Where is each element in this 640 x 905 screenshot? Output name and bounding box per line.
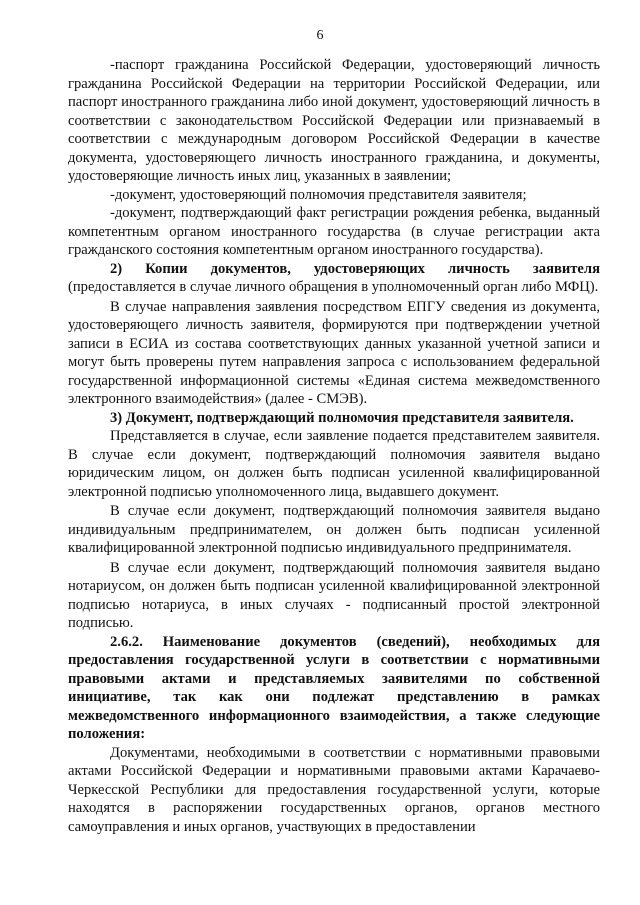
document-body (68, 56, 600, 836)
paragraph-passport-list-item: -паспорт гражданина Российской Федерации, удостоверяющий личность гражданина Российской Федерации на территории Российской Федерации, или паспорт иностранного гражданина либо иной документ, удостоверяющий личность в соответствии с законодательством Российской Федерации или признаваемый в соответствии с международным договором Российской Федерации в качестве документа, удостоверяющего личность иностранного гражданина, и документы, удостоверяющие личность иных лиц, указанных в заявлении; (68, 57, 600, 184)
paragraph-representative-authority-list-item: -документ, удостоверяющий полномочия представителя заявителя; (110, 186, 527, 203)
paragraph-legal-entity-signature: Представляется в случае, если заявление подается представителем заявителя. В случае если документ, подтверждающий полномочия заявителя выдано юридическим лицом, он должен быть подписан усиленной квалифицированной электронной подписью уполномоченного лица, выдавшего документ. (68, 428, 600, 500)
page-number: 6 (316, 28, 324, 43)
paragraph-interagency-documents: Документами, необходимыми в соответствии с нормативными правовыми актами Российской Федерации и нормативными правовыми актами Карачаево-Черкесской Республики для предоставления государственной услуги, которые находятся в распоряжении государственных органов, органов местного самоуправления и иных органов, участвующих в предоставлении (68, 744, 600, 835)
section-2-6-2-heading: 2.6.2. Наименование документов (сведений), необходимых для предоставления государственной услуги в соответствии с нормативными правовыми актами и представляемых заявителями по собственной инициативе, так как они подлежат представлению в рамках межведомственного информационного взаимодействия, а также следующие положения: (68, 633, 600, 742)
paragraph-identity-copies (68, 260, 600, 297)
paragraph-entrepreneur-signature: В случае если документ, подтверждающий полномочия заявителя выдано индивидуальным предпринимателем, он должен быть подписан усиленной квалифицированной электронной подписью индивидуального предпринимателя. (68, 503, 600, 556)
paragraph-birth-registration-list-item: -документ, подтверждающий факт регистрации рождения ребенка, выданный компетентным органом иностранного государства (в случае регистрации акта гражданского состояния компетентным органом иностранного государства). (68, 205, 600, 258)
paragraph-representative-document-heading: 3) Документ, подтверждающий полномочия представителя заявителя. (110, 409, 574, 426)
identity-copies-text: (предоставляется в случае личного обращения в уполномоченный орган либо МФЦ). (68, 279, 599, 295)
paragraph-notary-signature: В случае если документ, подтверждающий полномочия заявителя выдано нотариусом, он должен быть подписан усиленной квалифицированной электронной подписью нотариуса, в иных случаях - подписанный простой электронной подписью. (68, 559, 600, 631)
identity-copies-heading: 2) Копии документов, удостоверяющих личность заявителя (110, 260, 600, 277)
paragraph-epgu-identity: В случае направления заявления посредством ЕПГУ сведения из документа, удостоверяющего личность заявителя, формируются при подтверждении учетной записи в ЕСИА из состава соответствующих данных указанной учетной записи и могут быть проверены путем направления запроса с использованием федеральной государственной информационной системы «Единая система межведомственного электронного взаимодействия» (далее - СМЭВ). (68, 298, 600, 407)
